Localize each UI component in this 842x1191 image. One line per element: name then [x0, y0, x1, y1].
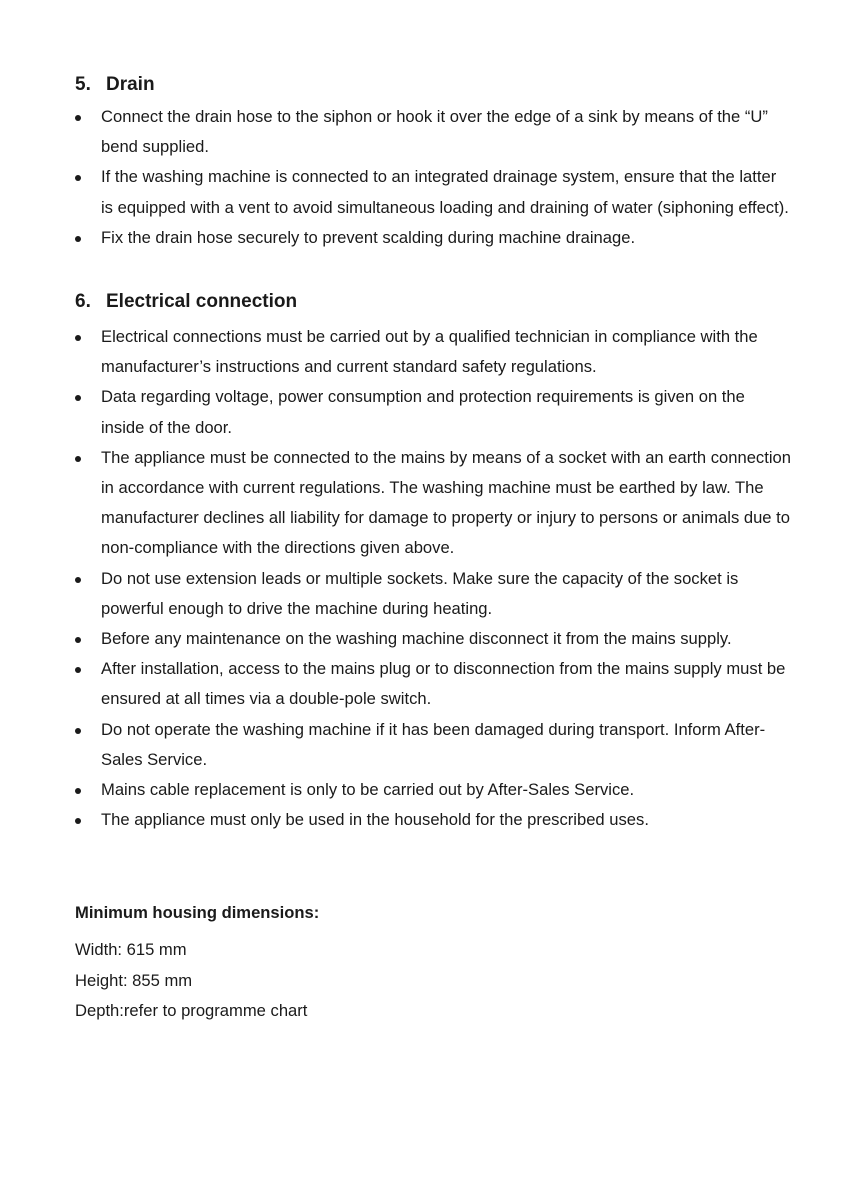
list-item-text: Before any maintenance on the washing machine disconnect it from the mains supply. — [101, 629, 732, 649]
list-item — [0, 715, 791, 775]
drain-heading — [75, 74, 155, 96]
list-item-text: Mains cable replacement is only to be carried out by After-Sales Service. — [101, 780, 635, 800]
bullet-icon — [75, 788, 81, 794]
list-item-text: Do not operate the washing machine if it has been damaged during transport. Inform After-Sales Service. — [101, 719, 766, 769]
electrical-list — [0, 322, 791, 835]
bullet-icon — [75, 395, 81, 401]
list-item — [0, 805, 791, 835]
list-item-text: After installation, access to the mains plug or to disconnection from the mains supply must be ensured at all times via a double-pole switch. — [101, 659, 786, 709]
list-item — [0, 624, 791, 654]
list-item-text: Fix the drain hose securely to prevent scalding during machine drainage. — [101, 227, 636, 247]
electrical-heading-title: Electrical connection — [106, 291, 298, 312]
list-item-text: Electrical connections must be carried out by a qualified technician in compliance with the manufacturer’s instructions and current standard safety regulations. — [101, 327, 758, 377]
list-item-text: If the washing machine is connected to an integrated drainage system, ensure that the latter is equipped with a vent to avoid simultaneous loading and draining of water (siphoning effect). — [101, 167, 789, 217]
list-item-text: Data regarding voltage, power consumption and protection requirements is given on the inside of the door. — [101, 387, 745, 437]
bullet-icon — [75, 115, 81, 121]
bullet-icon — [75, 667, 81, 673]
list-item — [0, 564, 791, 624]
bullet-icon — [75, 175, 81, 181]
list-item — [0, 102, 791, 162]
bullet-icon — [75, 456, 81, 462]
bullet-icon — [75, 728, 81, 734]
list-item — [0, 443, 791, 564]
housing-width: Width: 615 mm — [75, 940, 187, 959]
housing-depth: Depth:refer to programme chart — [75, 1001, 308, 1020]
list-item-text: The appliance must be connected to the mains by means of a socket with an earth connection in accordance with current regulations. The washing machine must be earthed by law. The manufacturer declines all liability for damage to property or injury to persons or animals due to non-compliance with the directions given above. — [101, 447, 791, 558]
bullet-icon — [75, 577, 81, 583]
list-item-text: Connect the drain hose to the siphon or hook it over the edge of a sink by means of the “U” bend supplied. — [101, 107, 768, 157]
drain-list — [0, 102, 791, 253]
list-item — [0, 162, 791, 222]
bullet-icon — [75, 818, 81, 824]
list-item-text: Do not use extension leads or multiple sockets. Make sure the capacity of the socket is powerful enough to drive the machine during heating. — [101, 568, 739, 618]
bullet-icon — [75, 236, 81, 242]
list-item — [0, 654, 791, 714]
drain-heading-number: 5. — [75, 74, 91, 95]
list-item — [0, 775, 791, 805]
electrical-heading — [75, 291, 297, 313]
list-item — [0, 382, 791, 442]
list-item — [0, 223, 791, 253]
bullet-icon — [75, 335, 81, 341]
housing-dimensions-heading: Minimum housing dimensions: — [75, 903, 320, 922]
electrical-heading-number: 6. — [75, 291, 91, 312]
list-item-text: The appliance must only be used in the household for the prescribed uses. — [101, 810, 649, 830]
bullet-icon — [75, 637, 81, 643]
housing-height: Height: 855 mm — [75, 971, 193, 990]
drain-heading-title: Drain — [106, 74, 155, 95]
list-item — [0, 322, 791, 382]
